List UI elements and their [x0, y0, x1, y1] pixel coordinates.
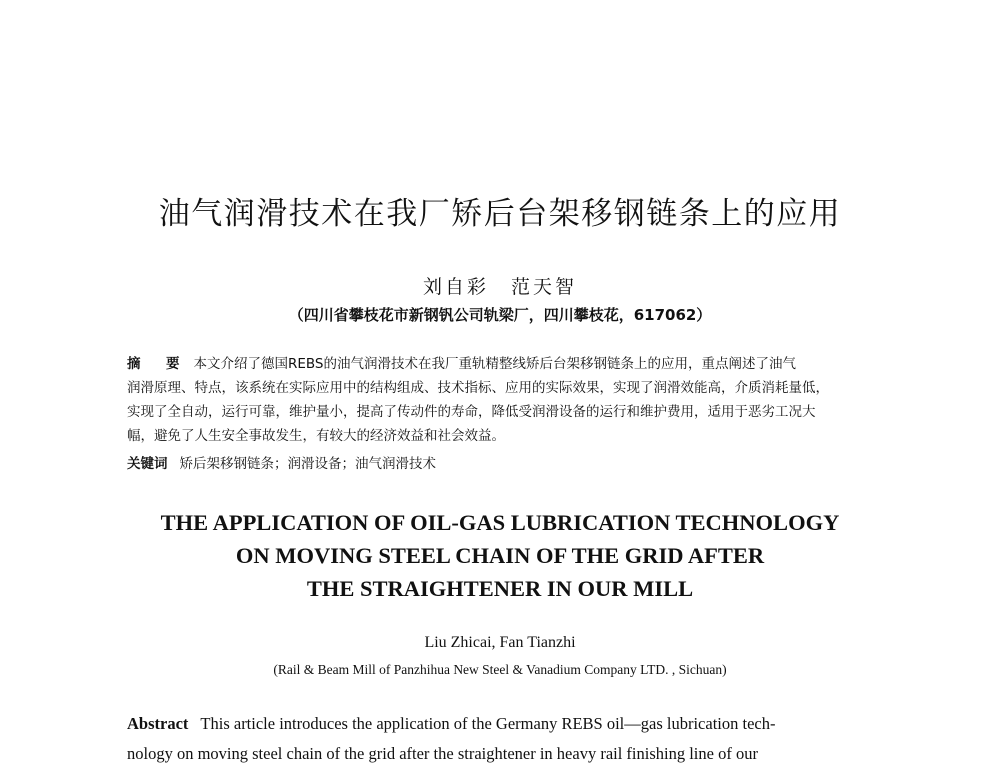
english-title-line-1: THE APPLICATION OF OIL-GAS LUBRICATION TECHNOLOGY	[160, 510, 840, 535]
english-title-line-2: ON MOVING STEEL CHAIN OF THE GRID AFTER	[235, 543, 765, 568]
chinese-keywords-text: 矫后架移钢链条；润滑设备；油气润滑技术	[179, 456, 436, 472]
chinese-affiliation: （四川省攀枝花市新钢钒公司轨梁厂，四川攀枝花，617062）	[288, 306, 712, 324]
english-abstract-text: This article introduces the application of the Germany REBS oil—gas lubrication tech-	[200, 714, 776, 733]
english-affiliation: (Rail & Beam Mill of Panzhihua New Steel & Vanadium Company LTD. , Sichuan)	[273, 662, 727, 677]
english-abstract-line-2: nology on moving steel chain of the grid after the straightener in heavy rail finishing line of our	[127, 744, 758, 763]
chinese-title: 油气润滑技术在我厂矫后台架移钢链条上的应用	[158, 196, 842, 232]
english-title-line-3: THE STRAIGHTENER IN OUR MILL	[306, 576, 694, 601]
chinese-abstract-label: 摘 要	[127, 356, 186, 372]
english-abstract-label: Abstract	[127, 714, 189, 733]
english-title	[0, 506, 1000, 605]
chinese-abstract-line-1	[127, 352, 877, 376]
english-abstract-line-1	[127, 709, 877, 739]
chinese-abstract-text: 本文介绍了德国REBS的油气润滑技术在我厂重轨精整线矫后台架移钢链条上的应用，重点阐述了油气	[193, 356, 797, 372]
chinese-abstract-line-4: 幅，避免了人生安全事故发生，有较大的经济效益和社会效益。	[127, 428, 505, 444]
chinese-keywords	[127, 452, 877, 472]
chinese-authors: 刘自彩 范天智	[422, 276, 577, 298]
chinese-abstract-line-2: 润滑原理、特点，该系统在实际应用中的结构组成、技术指标、应用的实际效果，实现了润滑效能高，介质消耗量低，	[127, 380, 829, 396]
chinese-abstract-line-3: 实现了全自动，运行可靠，维护量小，提高了传动件的寿命，降低受润滑设备的运行和维护费用，适用于恶劣工况大	[127, 404, 816, 420]
chinese-abstract	[127, 352, 877, 448]
english-authors: Liu Zhicai, Fan Tianzhi	[424, 634, 576, 651]
english-abstract	[127, 709, 877, 769]
chinese-keywords-label: 关键词	[127, 456, 168, 472]
